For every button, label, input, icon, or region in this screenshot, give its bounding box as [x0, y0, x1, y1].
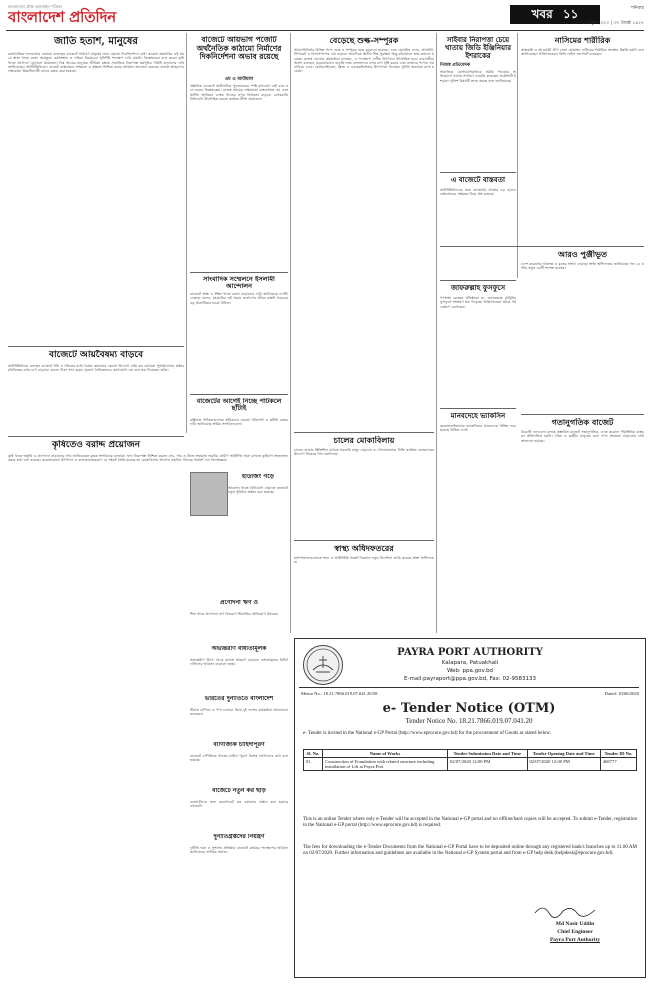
memo-number: Memo No.: 18.21.7866.019.07.041.20/58 — [301, 691, 378, 696]
authority-web[interactable]: Web: ppa.gov.bd — [446, 668, 494, 674]
article-headline[interactable]: স্বাস্থ্য অধিদফতরের — [334, 544, 394, 553]
table-header: Tender ID No. — [600, 750, 636, 758]
tender-table — [303, 749, 637, 771]
signer-title: Chief Engineer — [557, 929, 593, 935]
divider — [190, 394, 288, 395]
article-headline[interactable]: বাজেটে আয়বৈষম্য বাড়বে — [49, 350, 143, 360]
article-headline[interactable]: জাতি হতাশ, মানুষের — [54, 36, 138, 47]
article-photo — [190, 472, 228, 516]
divider — [440, 408, 516, 409]
table-header-row — [304, 750, 637, 758]
article-body: ব্যবসায়ীদের জন্য করপোরেট কর কমানোর প্রস্তাব করা হয়েছে বাজেটে। — [190, 800, 288, 809]
article-headline[interactable]: বেড়েছে শুল্ক-সম্পূরক — [329, 36, 399, 45]
article-headline[interactable]: বাণিজ্যিক চাহিদাপূরণ — [213, 742, 265, 748]
article-body: গণস্বাস্থ্য কেন্দ্রের প্রতিষ্ঠাতা ডা. জাফরুল্লাহ চৌধুরীর ফুসফুসে সংক্রমণ ধরা পড়েছে। চিকিৎসকেরা তাঁকে পর্যবেক্ষণে রেখেছেন। — [440, 296, 516, 309]
article-body: কৃষি খাতে ভর্তুকি ও প্রণোদনা বাড়ানোর দাবি জানিয়েছেন কৃষক সংগঠনের নেতারা। খাদ্য নিরাপত্তা নিশ্চিত করতে সেচ, সার ও বীজে সহায়তা জরুরি। গ্রামীণ অর্থনীতি সচল রাখতে কৃষিঋণ সহজলভ্য করার কথা বলা হয়েছে। করোনাকালে উৎপাদন ও বাজারজাতকরণে যে সংকট তৈরি হয়েছে তা মোকাবিলায় আলাদা তহবিল গঠনের পরামর্শ দেন বিশেষজ্ঞরা। — [8, 454, 288, 463]
newspaper-logo[interactable]: বাংলাদেশ প্রতিদিন — [8, 8, 116, 26]
article-headline[interactable]: গতানুগতিক বাজেট — [551, 418, 614, 427]
article-headline[interactable]: প্রণোদনা ঋণ ও — [220, 600, 258, 606]
article-headline[interactable]: দুর্নীতিগ্রস্তদের নিয়ন্ত্রণ — [213, 834, 265, 840]
table-cell: 01. — [304, 758, 323, 771]
article-headline[interactable]: সাংবাদিক সম্মেলনে ইসলামী আন্দোলন — [203, 276, 275, 291]
article-body: অভ্যন্তরীণ উৎস থেকে রাজস্ব আহরণ বাড়াতে বাধ্যতামূলক রিটার্ন দাখিলের আওতা বাড়ানো হচ্ছে। — [190, 658, 288, 667]
signer-name: Md Nasir Uddin — [555, 921, 595, 927]
article-body: আবাসন খাতে বিনিয়োগ বাড়াতে বাজেটে নতুন সুবিধার প্রস্তাব করা হয়েছে। — [228, 486, 288, 495]
article-body: অর্থনীতিবিদরা বলছেন বাজেটে ধনী ও দরিদ্রের মধ্যে বৈষম্য কমানোর কোনো উদ্যোগ নেই। কর কাঠামো পুনর্বিন্যাসের প্রস্তাব মধ্যবিত্তের ওপর চাপ বাড়াবে। কালো টাকা সাদা করার সুযোগ নৈতিকভাবে গ্রহণযোগ্য নয় বলে মত দিয়েছেন তাঁরা। — [8, 364, 184, 373]
page-number: ১১ — [562, 7, 579, 21]
table-header: Tender Submission Date and Time — [448, 750, 528, 758]
authority-name: PAYRA PORT AUTHORITY — [397, 647, 543, 658]
divider — [294, 432, 434, 433]
divider — [440, 172, 516, 173]
table-header: Name of Works — [323, 750, 448, 758]
divider — [190, 272, 288, 273]
column-rule — [517, 33, 518, 278]
divider — [8, 436, 184, 437]
article-headline[interactable]: আরও পুঞ্জীভূত — [558, 250, 607, 259]
article-body: দেশে করোনায় আক্রান্ত ও মৃতের সংখ্যা বাড়ছে। স্বাস্থ্য অধিদফতর জানিয়েছে গত ২৪ ঘণ্টায় নতুন রোগী শনাক্ত হয়েছে। — [521, 262, 644, 271]
article-headline[interactable]: কৃষিতেও বরাদ্দ প্রয়োজন — [52, 440, 140, 450]
table-header: Tender Opening Date and Time — [527, 750, 600, 758]
port-seal-icon — [303, 645, 343, 685]
section-name: খবর — [531, 7, 553, 21]
article-body: করোনাভাইরাসের ভ্যাকসিনের মানবদেহে পরীক্ষা শুরু হয়েছে বিভিন্ন দেশে। — [440, 424, 516, 433]
column-rule — [290, 33, 291, 633]
article-body: প্রস্তাবিত বাজেটে অর্থনৈতিক পুনরুদ্ধারের স্পষ্ট রূপরেখা নেই বলে মনে করেন বিশ্লেষকেরা। রাজস্ব আয়ের লক্ষ্যমাত্রা বাস্তবসম্মত নয় এবং ঘাটতি অর্থায়নে ব্যাংক খাতের ওপর নির্ভরতা বাড়বে। বেসরকারি বিনিয়োগ উৎসাহিত করতে কার্যকর নীতি প্রয়োজন। — [190, 84, 288, 101]
tender-advertisement — [294, 638, 646, 978]
article-byline: এম এ আউয়াল — [224, 77, 254, 82]
article-headline[interactable]: চালের মোকাবিলায় — [333, 436, 395, 445]
article-headline[interactable]: সাইবার নিরাপত্তা চেয়ে খাতায় জিডি ইঞ্জিনিয়ার ইশরাকের — [444, 36, 512, 61]
article-body: চালের বাজার স্থিতিশীল রাখতে সরকারি মজুদ বাড়ানো ও খোলাবাজারে বিক্রি কার্যক্রম জোরদারের উদ্যোগ নিয়েছে খাদ্য মন্ত্রণালয়। — [294, 448, 434, 457]
article-body: বিরোধী দলগুলো বলছে প্রস্তাবিত বাজেট গতানুগতিক, এতে করোনা পরিস্থিতির বাস্তবতা প্রতিফলিত হয়নি। দরিদ্র ও কর্মহীন মানুষের জন্য নগদ সহায়তা বাড়ানোর দাবি জানানো হয়েছে। — [521, 430, 644, 443]
table-row — [304, 758, 637, 771]
article-body: বাজেটে বাণিজ্যিক খাতের চাহিদা পূরণে বিশেষ প্রণোদনার কথা বলা হয়েছে। — [190, 754, 288, 763]
tender-notice-number: Tender Notice No. 18.21.7866.019.07.041.20 — [405, 717, 533, 725]
signer-organization: Payra Port Authority — [549, 937, 601, 943]
article-body: আমদানিনির্ভর বিভিন্ন পণ্যে শুল্ক ও সম্পূরক শুল্ক বাড়ানো হয়েছে। এতে মোবাইল ফোন, প্রসাধনী, সিগারেট ও বিলাসপণ্যের দাম বাড়বে। অন্যদিকে স্থানীয় শিল্প সুরক্ষায় কিছু কাঁচামালে শুল্ক কমানো হয়েছে। রাজস্ব বোর্ডের কর্মকর্তারা বলছেন, এ পদক্ষেপে দেশীয় উৎপাদন উৎসাহিত হবে। ব্যবসায়ীরা অবশ্য বলছেন, করোনাকালে বাড়তি শুল্ক ভোক্তাদের ওপর চাপ সৃষ্টি করবে এবং বাজারে পণ্যের দাম বাড়িয়ে দেবে। মোটরসাইকেল, ফ্রিজ ও এয়ারকন্ডিশনার উৎপাদনে বিদ্যমান সুবিধা অব্যাহত রাখা হয়েছে। — [294, 48, 434, 74]
divider — [294, 540, 434, 541]
table-cell: 468777 — [600, 758, 636, 771]
issue-day: শনিবার — [631, 6, 644, 11]
article-body: অর্থনীতিবিদদের মতে বাজেটের আকার বড় হলেও বাস্তবায়নের সক্ষমতা নিয়ে প্রশ্ন রয়েছে। — [440, 188, 516, 197]
tender-title: e- Tender Notice (OTM) — [382, 701, 556, 716]
article-headline[interactable]: মানবদেহে ভ্যাকসিন — [450, 412, 506, 420]
table-cell: Construction of Foundation with related structure including installation of Lift at Payra Port — [323, 758, 448, 771]
article-headline[interactable]: অভ্যন্তরীণ বাধ্যতামূলক — [211, 646, 267, 652]
divider — [299, 687, 639, 688]
article-body: সামাজিক যোগাযোগমাধ্যমে হুমকি পাওয়ার অভিযোগে থানায় সাধারণ ডায়েরি করেছেন প্রকৌশলী ইশরাক। পুলিশ বিষয়টি তদন্ত করছে বলে জানিয়েছে। — [440, 70, 516, 83]
article-body: দুর্নীতি দমন ও সুশাসন প্রতিষ্ঠায় বাজেটে কার্যকর পদক্ষেপের আহ্বান জানিয়েছে নাগরিক সমাজ। — [190, 846, 288, 855]
signature-icon — [525, 901, 625, 919]
article-headline[interactable]: ভারতের দুর্নীতিতে বাংলাদেশ — [204, 696, 274, 702]
article-headline[interactable]: নাসিমের শারীরিক — [554, 36, 611, 45]
article-body: বাজেটে স্বাস্থ্য ও শিক্ষা খাতে বরাদ্দ বাড়ানোর দাবি জানিয়েছে দলটি। নেতারা বলেন, মহামারির এই সময়ে জনগণের জীবন রক্ষাই সবচেয়ে বড় অগ্রাধিকার হওয়া উচিত। — [190, 292, 288, 305]
authority-contact[interactable]: E-mail:payraport@ppa.gov.bd, Fax: 02-9583133 — [404, 676, 536, 682]
table-cell: 02/07/2020 12:00 PM — [527, 758, 600, 771]
divider — [8, 346, 184, 347]
table-header: Sl. No. — [304, 750, 323, 758]
issue-date: ১৩ জুন ২০২০ | ৩০ জ্যৈষ্ঠ ১৪২৭ — [582, 21, 644, 26]
article-byline: নিজস্ব প্রতিবেদক — [440, 63, 471, 68]
tender-paragraph: The fees for downloading the e-Tender Documents from the National e-GP Portal have to be deposited online through any registered bank's branches up to 11.00 AM on 02/07/2020. Further information and guidelines are available in the National e-GP System portal and from e-GP help desk (helpdesk@eprocure.gov.bd). — [303, 845, 637, 857]
article-body: রাজনৈতিক দলগুলোর নেতারা বলেছেন বাজেটে সাধারণ মানুষের জন্য কোনো দিকনির্দেশনা নেই। করোনা মহামারির এই সময়ে স্বাস্থ্য খাতে বরাদ্দ অপ্রতুল। কর্মসংস্থান ও দারিদ্র্য বিমোচনে সুনির্দিষ্ট পদক্ষেপ দেখা যায়নি। বিশ্লেষকেরা মনে করেন কৃষি খাতে প্রণোদনা বাড়ানো প্রয়োজন। নিম্ন আয়ের মানুষের জীবিকা রক্ষায় সামাজিক নিরাপত্তা কর্মসূচির পরিধি বাড়ানোর দাবি জানিয়েছেন অর্থনীতিবিদরা। বাজেট বাস্তবায়নে সক্ষমতা ও স্বচ্ছতা নিশ্চিত করার আহ্বান জানানো হয়েছে। রাজস্ব আহরণের লক্ষ্যমাত্রা উচ্চাভিলাষী বলেও মন্তব্য করা হয়েছে। — [8, 52, 184, 74]
article-headline[interactable]: বাজেটে আয়ভাগ পজেটি অর্থনৈতিক কাঠামো নির্মাণের দিকনির্দেশনা অভাব রয়েছে — [196, 36, 282, 62]
article-headline[interactable]: জাফরুল্লাহ ফুসফুসে — [450, 284, 506, 292]
table-cell: 02/07/2020 12:00 PM — [448, 758, 528, 771]
column-rule — [436, 33, 437, 633]
divider — [440, 246, 644, 247]
article-body: সীমান্ত বাণিজ্য ও পণ্য চলাচল নিয়ে দুই দেশের কর্মকর্তারা আলোচনা করেছেন। — [190, 708, 288, 717]
article-body: রাষ্ট্রায়ত্ত পাটকলগুলোর শ্রমিকদের বকেয়া পরিশোধ ও ছাঁটাই বন্ধের দাবি জানিয়েছে শ্রমিক সংগঠনগুলো। — [190, 418, 288, 427]
article-body: শিল্প খাতে প্রণোদনা ঋণ বিতরণে ধীরগতির অভিযোগ উঠেছে। — [190, 612, 279, 616]
tender-intro: e- Tender is invited in the National e-GP Portal (http://www.eprocure.gov.bd) for the procurement of Goods as stated below: — [303, 731, 552, 736]
article-headline[interactable]: বাজেটের আগেই নিচ্ছে পাটকলে ছাঁটাই — [196, 398, 282, 413]
article-headline[interactable]: বাজেটে নতুন কর ছাড় — [212, 788, 266, 794]
column-rule — [186, 33, 187, 433]
authority-location: Kalapara, Patuakhali — [441, 660, 499, 666]
divider — [440, 280, 516, 281]
article-headline[interactable]: এ বাজেটে বাস্তবতা — [451, 176, 505, 184]
article-headline[interactable]: হাউজিং গড়ে — [242, 474, 274, 480]
logo-tagline: বাংলাদেশে প্রথম অনলাইন পত্রিকা — [8, 4, 62, 9]
article-body: স্বাস্থ্যমন্ত্রী ও আওয়ামী লীগ নেতা মোহাম্মদ নাসিমের শারীরিক অবস্থার উন্নতি হয়নি বলে জানিয়েছেন চিকিৎসকেরা। তিনি লাইফ সাপোর্টে রয়েছেন। — [521, 48, 644, 57]
memo-date: Dated: 10/06/2020 — [604, 691, 639, 696]
divider — [521, 414, 644, 415]
article-body: হাসপাতালগুলোতে শয্যা ও আইসিইউ সংকট নিরসনে নতুন নির্দেশনা জারি করেছে স্বাস্থ্য অধিদফতর। — [294, 556, 434, 565]
tender-paragraph: This is an online Tender where only e-Tender will be accepted in the National e-GP portal and no offline/hard copies will be accepted. To submit e-Tender, registration in the National e-GP portal (http://www.eprocure.gov.bd) is required. — [303, 817, 637, 829]
